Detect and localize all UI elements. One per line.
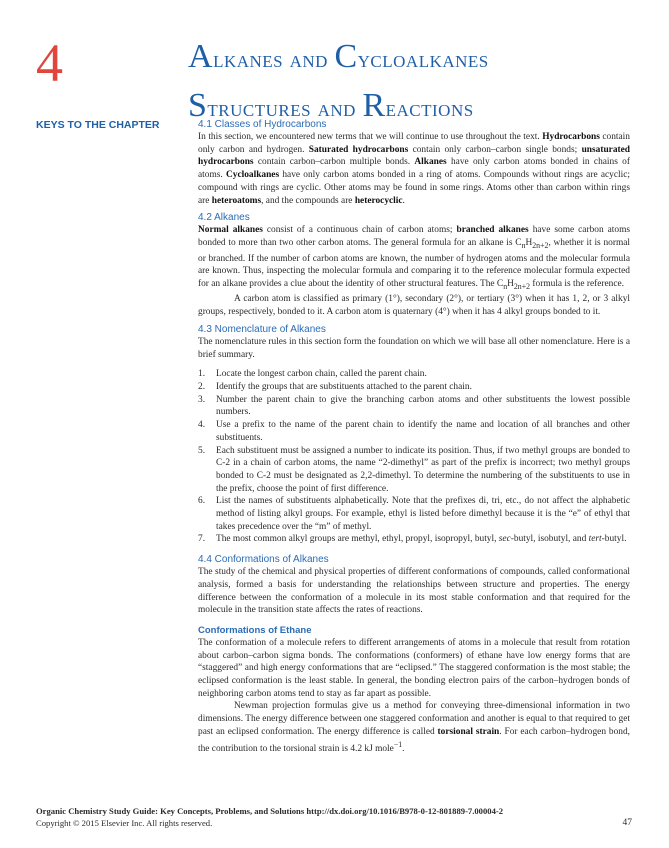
section-4-4-paragraph-3: Newman projection formulas give us a method for conveying three-dimensional information in two dimensions. The energy difference between one staggered conformation and another is equal to that required to get past an eclipsed conformation. The energy difference is called torsional strain. For each carbon–hydrogen bond, the contribution to the torsional strain is 4.2 kJ mole$^{-1}$. bbox=[198, 701, 630, 754]
list-item: 1. Locate the longest carbon chain, called the parent chain. bbox=[198, 369, 427, 380]
footer-copyright: Copyright © 2015 Elsevier Inc. All rights reserved. bbox=[36, 818, 213, 828]
keys-to-chapter-label: KEYS TO THE CHAPTER bbox=[36, 119, 160, 131]
nomenclature-rules-list bbox=[198, 368, 630, 546]
list-item: 5. Each substituent must be assigned a number to indicate its position. Thus, if two methyl groups are bonded to C-2 in a chain of carbon atoms, the name “2-dimethyl” as part of the prefix is incorrect; two methyl groups bonded to C-2 must be designated as 2,2-dimethyl. To determine the numbering of the substituents to use in the prefix, choose the point of first difference. bbox=[198, 445, 630, 494]
section-4-1-paragraph: In this section, we encountered new terms that we will continue to use throughout the text. Hydrocarbons contain only carbon and hydrogen. Saturated hydrocarbons contain only carbon–carbon single bonds; unsaturated hydrocarbons contain carbon–carbon multiple bonds. Alkanes have only carbon atoms bonded in chains of atoms. Cycloalkanes have only carbon atoms bonded in a ring of atoms. Compounds without rings are acyclic; compound with rings are cyclic. Other atoms may be found in some rings. Atoms other than carbon within rings are heteroatoms, and the compounds are heterocyclic. bbox=[198, 132, 631, 206]
page-number: 47 bbox=[622, 818, 632, 828]
section-4-2-paragraph-2: A carbon atom is classified as primary (1°), secondary (2°), or tertiary (3°) when it has 1, 2, or 3 alkyl groups, respectively, bonded to it. A carbon atom is quaternary (4°) when it has 4 alkyl groups bonded to it. bbox=[198, 294, 630, 318]
list-item: 3. Number the parent chain to give the branching carbon atoms and other substituents the lowest possible numbers. bbox=[198, 394, 630, 418]
section-heading-4-4: 4.4 Conformations of Alkanes bbox=[198, 554, 329, 566]
section-heading-4-2: 4.2 Alkanes bbox=[198, 212, 250, 224]
page-footer bbox=[36, 805, 632, 829]
chapter-title-line2: Structures and Reactions bbox=[188, 87, 474, 124]
list-item: 2. Identify the groups that are substituents attached to the parent chain. bbox=[198, 382, 472, 392]
list-item: 7. The most common alkyl groups are methyl, ethyl, propyl, isopropyl, butyl, sec-butyl, isobutyl, and tert-butyl. bbox=[198, 534, 627, 545]
main-content bbox=[198, 118, 630, 755]
section-heading-4-3: 4.3 Nomenclature of Alkanes bbox=[198, 323, 326, 335]
chapter-title-line1: Alkanes and Cycloalkanes bbox=[188, 38, 489, 75]
footer-citation: Organic Chemistry Study Guide: Key Concepts, Problems, and Solutions http://dx.doi.org/10.1016/B978-0-12-801889-7.00004-2 bbox=[36, 806, 504, 816]
section-4-2-paragraph-1: Normal alkanes consist of a continuous chain of carbon atoms; branched alkanes have some carbon atoms bonded to more than two other carbon atoms. The general formula for an alkane is $C_nH_{2n+2}$, whether it is normal or branched. If the number of carbon atoms are known, the number of hydrogen atoms and the molecular formula are known. Thus, inspecting the molecular formula and comparing it to the reference molecular formula expected for an alkane provides a clue about the identity of other structural features. The $C_nH_{2n+2}$ formula is the reference. bbox=[198, 225, 631, 291]
chapter-number: 4 bbox=[36, 33, 63, 93]
section-4-4-paragraph-1: The study of the chemical and physical properties of different conformations of compounds, called conformational analysis, formed a basis for understanding the relationships between structure and properties. The energy difference between the conformation of a molecule in its most stable conformation and that required for the molecule in the transition state affects the rates of reactions. bbox=[198, 567, 630, 616]
section-4-4-paragraph-2: The conformation of a molecule refers to different arrangements of atoms in a molecule that result from rotation about carbon–carbon sigma bonds. The conformations (conformers) of ethane have low energy forms that are “staggered” and high energy conformations that are “eclipsed.” The staggered conformation is the most stable; the eclipsed conformation is the least stable. In general, the bonding electron pairs of the carbon–hydrogen bonds of neighboring carbon atoms tend to stay as far apart as possible. bbox=[198, 637, 630, 699]
section-heading-4-1: 4.1 Classes of Hydrocarbons bbox=[198, 119, 327, 130]
section-4-3-intro: The nomenclature rules in this section form the foundation on which we will base all other nomenclature. Here is a brief summary. bbox=[198, 336, 630, 360]
subsection-heading-ethane: Conformations of Ethane bbox=[198, 624, 312, 636]
list-item: 4. Use a prefix to the name of the parent chain to identify the name and location of all branches and other substituents. bbox=[198, 420, 630, 443]
list-item: 6. List the names of substituents alphabetically. Note that the prefixes di, tri, etc., do not affect the alphabetic method of listing alkyl groups. For example, ethyl is listed before dimethyl because it is the “e” of ethyl that takes precedence over the “m” of methyl. bbox=[198, 496, 630, 532]
